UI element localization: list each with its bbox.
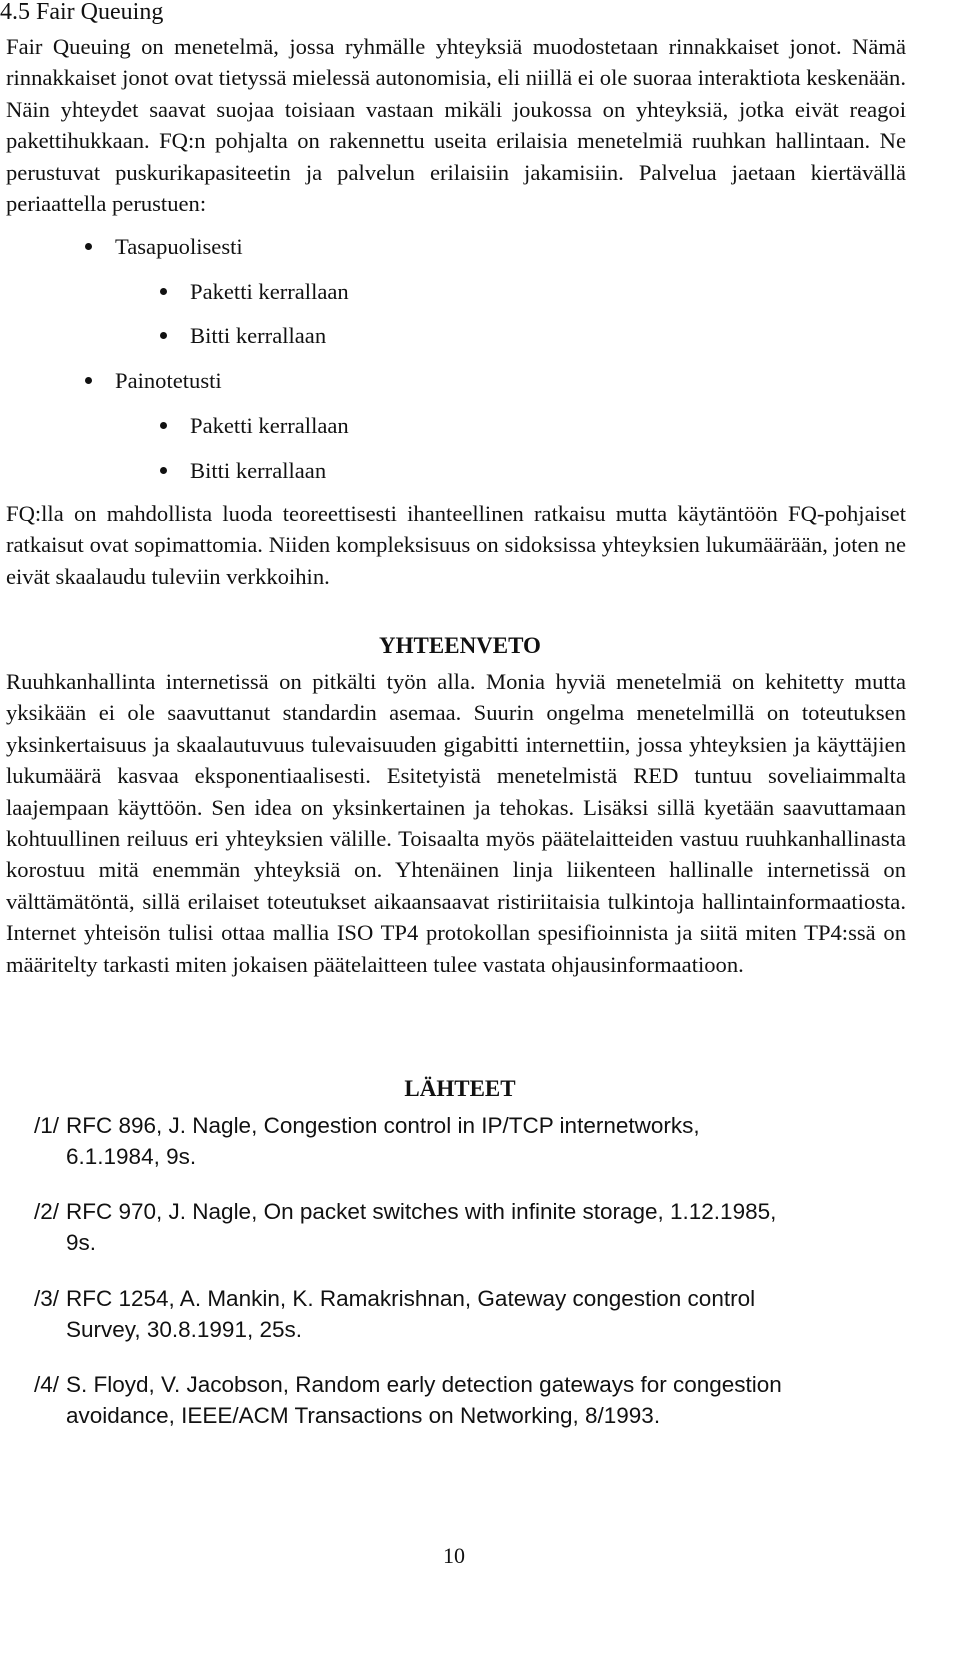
reference-entry xyxy=(66,1111,906,1172)
reference-line: avoidance, IEEE/ACM Transactions on Networking, 8/1993. xyxy=(66,1402,661,1428)
page-number: 10 xyxy=(443,1543,465,1568)
summary-paragraph: Ruuhkanhallinta internetissä on pitkälti työn alla. Monia hyviä menetelmiä on kehitetty mutta yksikään ei ole saavuttanut standardin asemaa. Suurin ongelma menetelmillä on toteutuksen yksinkertaisuus ja skaalautuvuus tulevaisuuden gigabitti internettiin, jossa yhteyksien ja käyttäjien lukumäärä kasvaa eksponentiaalisesti. Esitetyistä menetelmistä RED tuntuu soveliaimmalta laajempaan käyttöön. Sen idea on yksinkertainen ja tehokas. Lisäksi sillä kyetään saavuttamaan kohtuullinen reiluus eri yhteyksien välille. Toisaalta myös päätelaitteiden vastuu ruuhkanhallinasta korostuu mitä enemmän yhteyksiä on. Yhtenäinen linja liikenteen hallinalle internetissä on välttämätöntä, sillä erilaiset toteutukset aikaansaavat ristiriitaisia tulkintoja hallintainformaatiosta. Internet yhteisön tulisi ottaa mallia ISO TP4 protokollan spesifioinnista ja siitä miten TP4:ssä on määritelty tarkasti miten jokaisen päätelaitteen tulee vastata ohjausinformaatioon. xyxy=(6,669,906,977)
bullet-icon xyxy=(85,243,92,250)
reference-line: RFC 970, J. Nagle, On packet switches with infinite storage, 1.12.1985, xyxy=(66,1199,777,1224)
reference-number: /2/ xyxy=(34,1199,60,1224)
reference-number: /3/ xyxy=(34,1286,60,1311)
reference-line: Survey, 30.8.1991, 25s. xyxy=(66,1316,302,1342)
fq-paragraph: FQ:lla on mahdollista luoda teoreettisesti ihanteellinen ratkaisu mutta käytäntöön FQ-pohjaiset ratkaisut ovat sopimattomia. Niiden kompleksisuus on sidoksissa yhteyksien lukumäärään, joten ne eivät skaalaudu tuleviin verkkoihin. xyxy=(6,501,906,589)
references-heading: LÄHTEET xyxy=(404,1076,516,1101)
reference-number: /4/ xyxy=(34,1372,60,1397)
reference-line: RFC 1254, A. Mankin, K. Ramakrishnan, Gateway congestion control xyxy=(66,1286,756,1311)
bullet-label: Painotetusti xyxy=(115,368,222,393)
sub-bullet-label: Paketti kerrallaan xyxy=(190,413,349,438)
reference-number: /1/ xyxy=(34,1113,60,1138)
bullet-icon xyxy=(160,288,167,295)
bullet-icon xyxy=(160,332,167,339)
reference-line: RFC 896, J. Nagle, Congestion control in IP/TCP internetworks, xyxy=(66,1113,700,1138)
reference-entry xyxy=(66,1197,906,1258)
intro-paragraph: Fair Queuing on menetelmä, jossa ryhmälle yhteyksiä muodostetaan rinnakkaiset jonot. Nämä rinnakkaiset jonot ovat tietyssä mielessä autonomisia, eli niillä ei ole suoraa interaktiota keskenään. Näin yhteydet saavat suojaa toisiaan vastaan mikäli joukossa on yhteyksiä, jotka eivät reagoi pakettihukkaan. FQ:n pohjalta on rakennettu useita erilaisia menetelmiä ruuhkan hallintaan. Ne perustuvat puskurikapasiteetin ja palvelun erilaisiin jakamisiin. Palvelua jaetaan kiertävällä periaattella perustuen: xyxy=(6,34,906,217)
section-heading: 4.5 Fair Queuing xyxy=(0,0,164,25)
reference-line: 6.1.1984, 9s. xyxy=(66,1143,197,1169)
sub-bullet-label: Paketti kerrallaan xyxy=(190,279,349,304)
reference-line: S. Floyd, V. Jacobson, Random early detection gateways for congestion xyxy=(66,1372,782,1397)
summary-heading: YHTEENVETO xyxy=(379,633,541,658)
reference-line: 9s. xyxy=(66,1229,97,1255)
bullet-label: Tasapuolisesti xyxy=(115,234,243,259)
bullet-icon xyxy=(160,467,167,474)
reference-entry xyxy=(66,1370,906,1431)
sub-bullet-label: Bitti kerrallaan xyxy=(190,323,327,348)
reference-entry xyxy=(66,1284,906,1345)
bullet-icon xyxy=(85,377,92,384)
bullet-icon xyxy=(160,422,167,429)
sub-bullet-label: Bitti kerrallaan xyxy=(190,458,327,483)
